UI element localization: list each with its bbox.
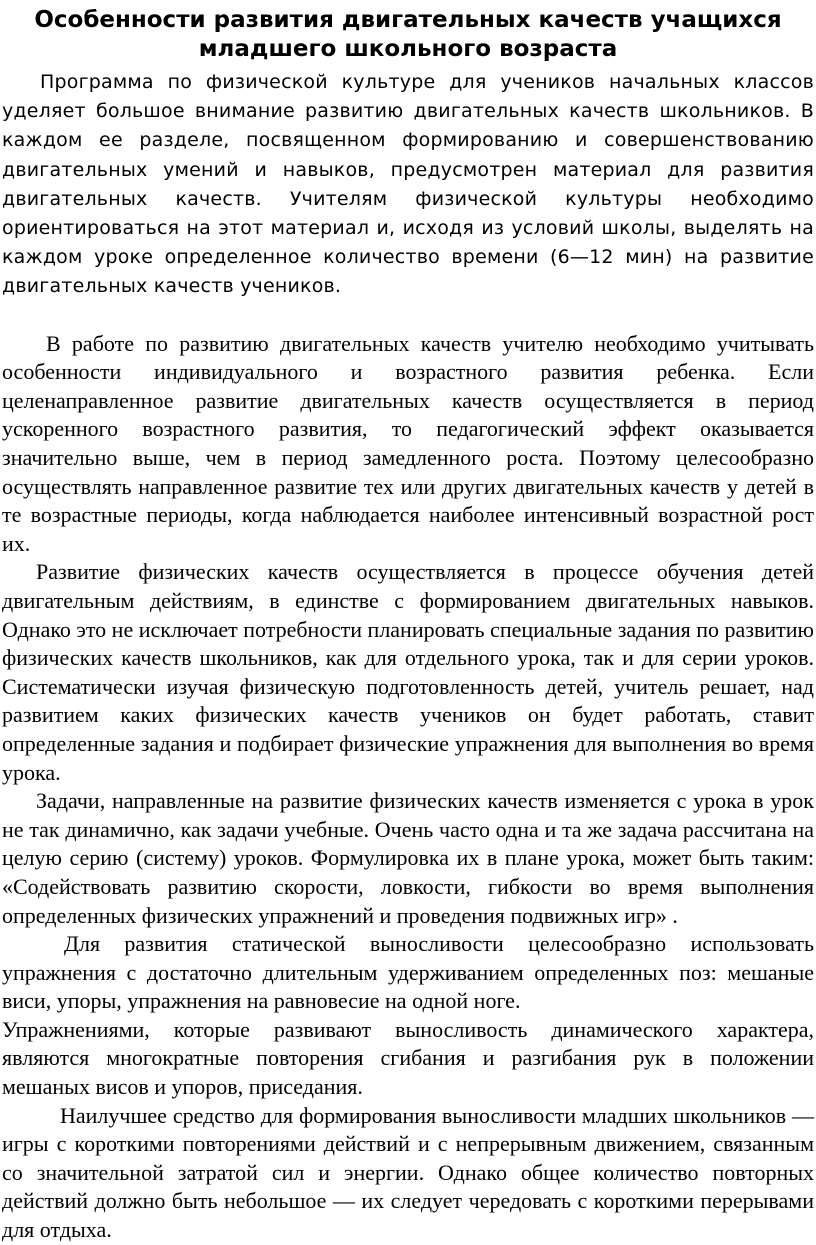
- paragraph-dynamic-endurance: Упражнениями, которые развивают выносливость динамического характера, являются многократные повторения сгибания и разгибания рук в положении мешаных висов и упоров, приседания.: [2, 1016, 814, 1100]
- title-line-2: младшего школьного возраста: [198, 36, 618, 62]
- document-title: [2, 6, 814, 64]
- paragraph-physical-qualities: Развитие физических качеств осуществляется в процессе обучения детей двигательным действиям, в единстве с формированием двигательных навыков. Однако это не исключает потребности планировать специальные задания по развитию физических качеств школьников, как для отдельного урока, так и для серии уроков. Систематически изучая физическую подготовленность детей, учитель решает, над развитием каких физических качеств учеников он будет работать, ставит определенные задания и подбирает физические упражнения для выполнения во время урока.: [2, 559, 814, 785]
- paragraph-program-intro: Программа по физической культуре для учеников начальных классов уделяет большое внимание развитию двигательных качеств школьников. В каждом ее разделе, посвященном формированию и совершенствованию двигательных умений и навыков, предусмотрен материал для развития двигательных качеств. Учителям физической культуры необходимо ориентироваться на этот материал и, исходя из условий школы, выделять на каждом уроке определенное количество времени (6—12 мин) на развитие двигательных качеств учеников.: [2, 71, 814, 298]
- paragraph-static-endurance: Для развития статической выносливости целесообразно использовать упражнения с достаточно длительным удерживанием определенных поз: мешаные виси, упоры, упражнения на равновесие на одной ноге.: [2, 931, 814, 1014]
- title-line-1: Особенности развития двигательных качеств учащихся: [34, 7, 782, 33]
- paragraph-spacer: [2, 302, 814, 330]
- paragraph-lesson-tasks: Задачи, направленные на развитие физических качеств изменяется с урока в урок не так динамично, как задачи учебные. Очень часто одна и та же задача рассчитана на целую серию (систему) уроков. Формулировка их в плане урока, может быть таким: «Содействовать развитию скорости, ловкости, гибкости во время выполнения определенных физических упражнений и проведения подвижных игр» .: [2, 788, 814, 928]
- paragraph-age-development: В работе по развитию двигательных качеств учителю необходимо учитывать особенности индивидуального и возрастного развития ребенка. Если целенаправленное развитие двигательных качеств осуществляется в период ускоренного возрастного развития, то педагогический эффект оказывается значительно выше, чем в период замедленного роста. Поэтому целесообразно осуществлять направленное развитие тех или других двигательных качеств у детей в те возрастные периоды, когда наблюдается наиболее интенсивный возрастной рост их.: [2, 330, 814, 556]
- paragraph-best-means: Наилучшее средство для формирования выносливости младших школьников — игры с короткими повторениями действий и с непрерывным движением, связанным со значительной затратой сил и энергии. Однако общее количество повторных действий должно быть небольшое — их следует чередовать с короткими перерывами для отдыха.: [2, 1102, 814, 1243]
